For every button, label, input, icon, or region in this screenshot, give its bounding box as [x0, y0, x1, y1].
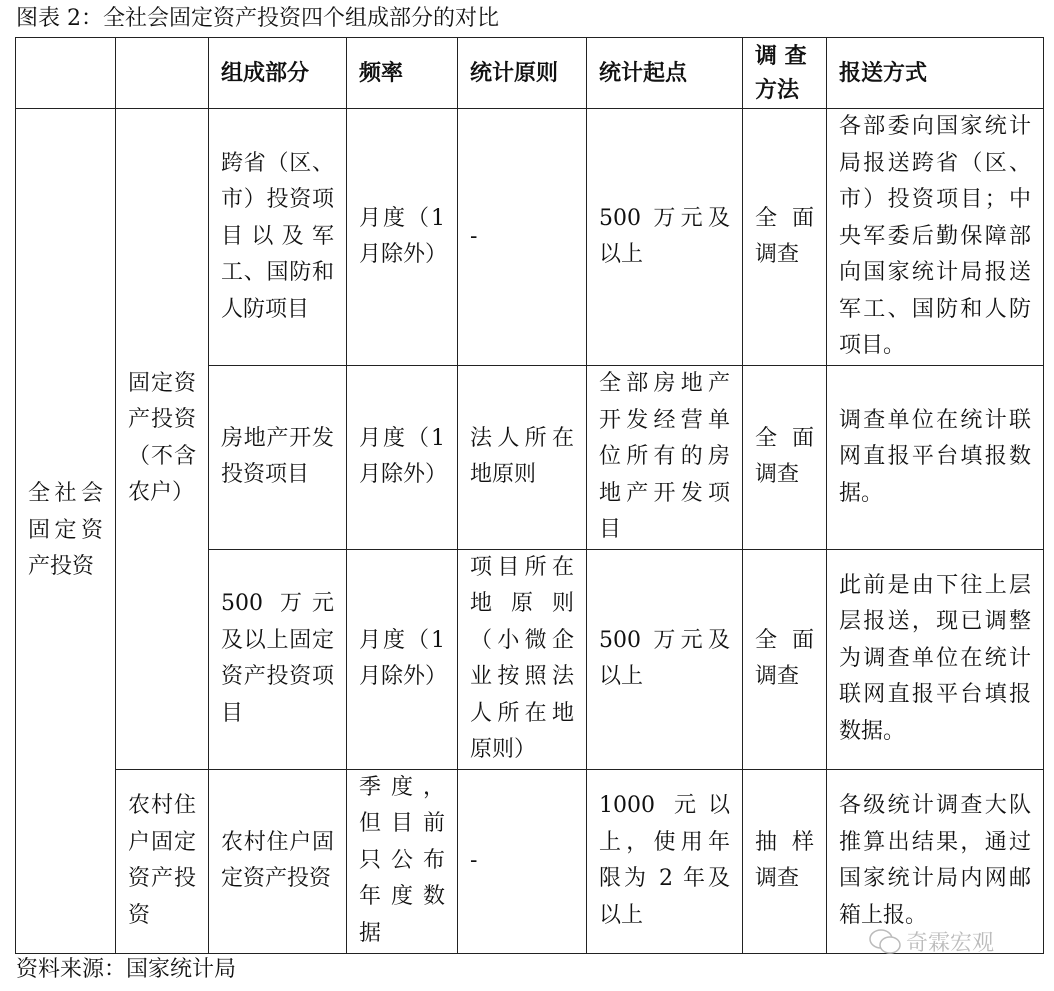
header-reporting: 报送方式	[827, 38, 1044, 109]
frequency-cell: 月度（1月除外）	[347, 549, 458, 769]
comparison-table	[15, 37, 1044, 954]
table-title: 图表 2：全社会固定资产投资四个组成部分的对比	[16, 6, 499, 31]
component-cell: 房地产开发投资项目	[209, 366, 347, 550]
group-fixed-cell: 固定资产投资（不含农户）	[116, 109, 209, 770]
header-principle: 统计原则	[458, 38, 587, 109]
method-cell: 全 面调查	[743, 549, 827, 769]
header-row	[16, 38, 1044, 109]
method-cell: 抽 样调查	[743, 769, 827, 953]
wechat-icon	[868, 927, 902, 957]
threshold-cell: 全部房地产开发经营单位所有的房地产开发项目	[587, 366, 743, 550]
reporting-cell: 调查单位在统计联网直报平台填报数据。	[827, 366, 1044, 550]
header-threshold: 统计起点	[587, 38, 743, 109]
header-method: 调 查 方法	[743, 38, 827, 109]
principle-cell: -	[458, 769, 587, 953]
frequency-cell: 月度（1月除外）	[347, 109, 458, 366]
reporting-cell: 各部委向国家统计局报送跨省（区、市）投资项目；中央军委后勤保障部向国家统计局报送军工、国防和人防项目。	[827, 109, 1044, 366]
source-note: 资料来源：国家统计局	[16, 957, 237, 982]
method-cell: 全 面调查	[743, 366, 827, 550]
threshold-cell: 1000 元以上，使用年限为 2 年及以上	[587, 769, 743, 953]
component-cell: 跨省（区、市）投资项目以及军工、国防和人防项目	[209, 109, 347, 366]
watermark	[868, 926, 994, 957]
group-total-cell: 全社会固定资产投资	[16, 109, 116, 954]
header-cell	[16, 38, 116, 109]
reporting-cell: 此前是由下往上层层报送，现已调整为调查单位在统计联网直报平台填报数据。	[827, 549, 1044, 769]
reporting-cell: 各级统计调查大队推算出结果，通过国家统计局内网邮箱上报。	[827, 769, 1044, 953]
group-rural-cell: 农村住户固定资产投资	[116, 769, 209, 953]
frequency-cell: 月度（1月除外）	[347, 366, 458, 550]
header-cell	[116, 38, 209, 109]
principle-cell: 法人所在地原则	[458, 366, 587, 550]
method-cell: 全 面调查	[743, 109, 827, 366]
threshold-cell: 500 万元及以上	[587, 109, 743, 366]
table-row	[16, 109, 1044, 366]
principle-cell: 项目所在地原则（小微企业按照法人所在地原则）	[458, 549, 587, 769]
watermark-text: 奇霖宏观	[906, 931, 995, 956]
header-frequency: 频率	[347, 38, 458, 109]
header-component: 组成部分	[209, 38, 347, 109]
component-cell: 农村住户固定资产投资	[209, 769, 347, 953]
threshold-cell: 500 万元及以上	[587, 549, 743, 769]
component-cell: 500 万元及以上固定资产投资项目	[209, 549, 347, 769]
principle-cell: -	[458, 109, 587, 366]
frequency-cell: 季度，但目前只公布年度数据	[347, 769, 458, 953]
